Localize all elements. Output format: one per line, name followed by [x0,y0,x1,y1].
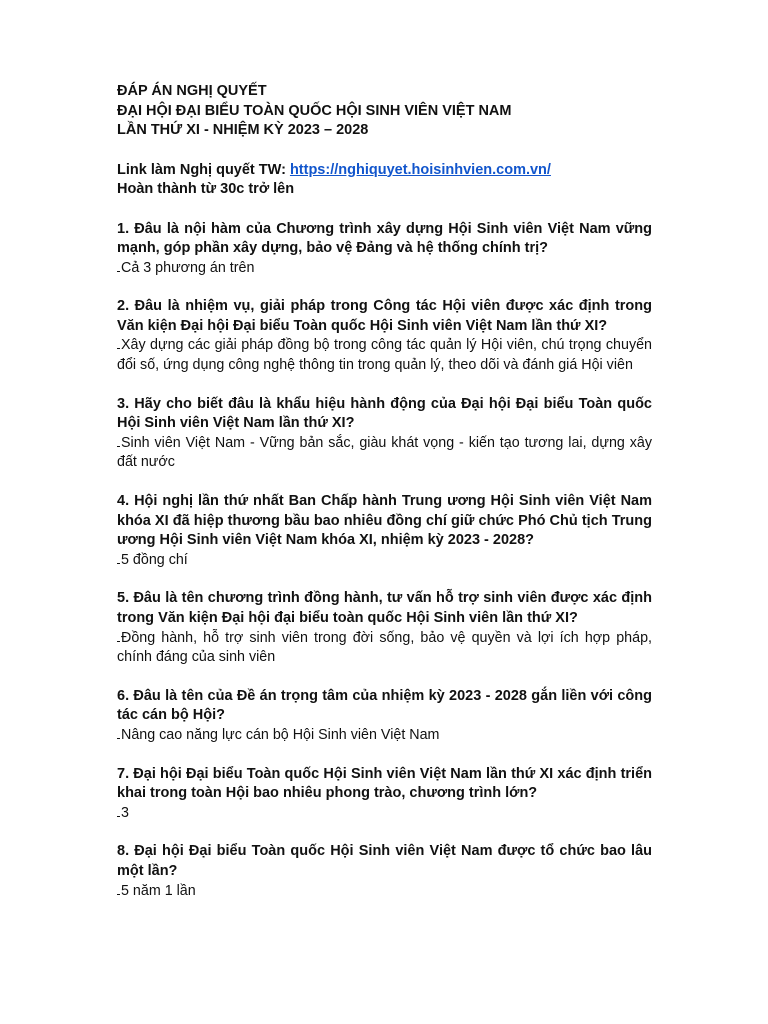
document-title-line-3: LẦN THỨ XI - NHIỆM KỲ 2023 – 2028 [117,122,369,138]
answer-value: 5 đồng chí [121,551,188,568]
question-text: 2. Đâu là nhiệm vụ, giải pháp trong Công tác Hội viên được xác định trong Văn kiện Đại hội Đại biểu Toàn quốc Hội Sinh viên Việt Nam lần thứ XI? [117,298,652,334]
question-text: 3. Hãy cho biết đâu là khẩu hiệu hành động của Đại hội Đại biểu Toàn quốc Hội Sinh viên Việt Nam lần thứ XI? [117,395,652,432]
qa-item [117,395,652,473]
answer-marker [117,347,120,349]
question-text: 1. Đâu là nội hàm của Chương trình xây dựng Hội Sinh viên Việt Nam vững mạnh, góp phần xây dựng, bảo vệ Đảng và hệ thống chính trị? [117,220,652,257]
qa-item [117,220,652,279]
answer-value: 5 năm 1 lần [121,882,196,899]
answer-marker [117,737,120,739]
answer-value: Đồng hành, hỗ trợ sinh viên trong đời sống, bảo vệ quyền và lợi ích hợp pháp, chính đáng của sinh viên [117,629,652,666]
qa-item [117,297,652,375]
spacer [117,200,652,220]
answer-text [117,804,652,824]
question-text: 8. Đại hội Đại biểu Toàn quốc Hội Sinh viên Việt Nam được tổ chức bao lâu một lần? [117,843,652,879]
answer-text [117,551,652,571]
qa-item [117,687,652,746]
answer-marker [117,445,120,447]
answer-text [117,259,652,279]
question-text: 5. Đâu là tên chương trình đồng hành, tư vấn hỗ trợ sinh viên được xác định trong Văn kiện Đại hội đại biểu toàn quốc Hội Sinh viên lần thứ XI? [117,590,652,626]
qa-item [117,589,652,667]
qa-item [117,492,652,570]
document-title-line-1: ĐÁP ÁN NGHỊ QUYẾT [117,83,267,99]
answer-text [117,726,652,746]
spacer [117,141,652,161]
answer-value: Cả 3 phương án trên [121,259,255,276]
qa-item [117,842,652,901]
answer-value: Sinh viên Việt Nam - Vững bản sắc, giàu khát vọng - kiến tạo tương lai, dựng xây đất nước [117,434,652,471]
question-text: 7. Đại hội Đại biểu Toàn quốc Hội Sinh viên Việt Nam lần thứ XI xác định triển khai trong toàn Hội bao nhiêu phong trào, chương trình lớn? [117,765,652,802]
answer-text [117,882,652,902]
document-page [117,82,652,901]
document-title-line-2: ĐẠI HỘI ĐẠI BIỂU TOÀN QUỐC HỘI SINH VIÊN VIỆT NAM [117,102,512,119]
answer-marker [117,815,120,817]
answer-value: Nâng cao năng lực cán bộ Hội Sinh viên Việt Nam [121,726,440,743]
resolution-link[interactable]: https://nghiquyet.hoisinhvien.com.vn/ [289,161,551,178]
question-text: 6. Đâu là tên của Đề án trọng tâm của nhiệm kỳ 2023 - 2028 gắn liền với công tác cán bộ Hội? [117,687,652,724]
question-text: 4. Hội nghị lần thứ nhất Ban Chấp hành Trung ương Hội Sinh viên Việt Nam khóa XI đã hiệp thương bầu bao nhiêu đồng chí giữ chức Phó Chủ tịch Trung ương Hội Sinh viên Việt Nam khóa XI, nhiệm kỳ 2023 - 2028? [117,493,652,549]
answer-value: Xây dựng các giải pháp đồng bộ trong công tác quản lý Hội viên, chú trọng chuyển đổi số, ứng dụng công nghệ thông tin trong quản lý, theo dõi và đánh giá Hội viên [117,337,652,374]
link-row [117,161,652,181]
answer-marker [117,640,120,642]
completion-note: Hoàn thành từ 30c trở lên [117,181,295,197]
qa-list [117,220,652,902]
answer-text [117,434,652,473]
answer-marker [117,270,120,272]
answer-marker [117,562,120,564]
link-label: Link làm Nghị quyết TW: [117,161,290,178]
answer-text [117,336,652,375]
qa-item [117,765,652,824]
answer-text [117,629,652,668]
answer-marker [117,893,120,895]
answer-value: 3 [121,804,129,821]
